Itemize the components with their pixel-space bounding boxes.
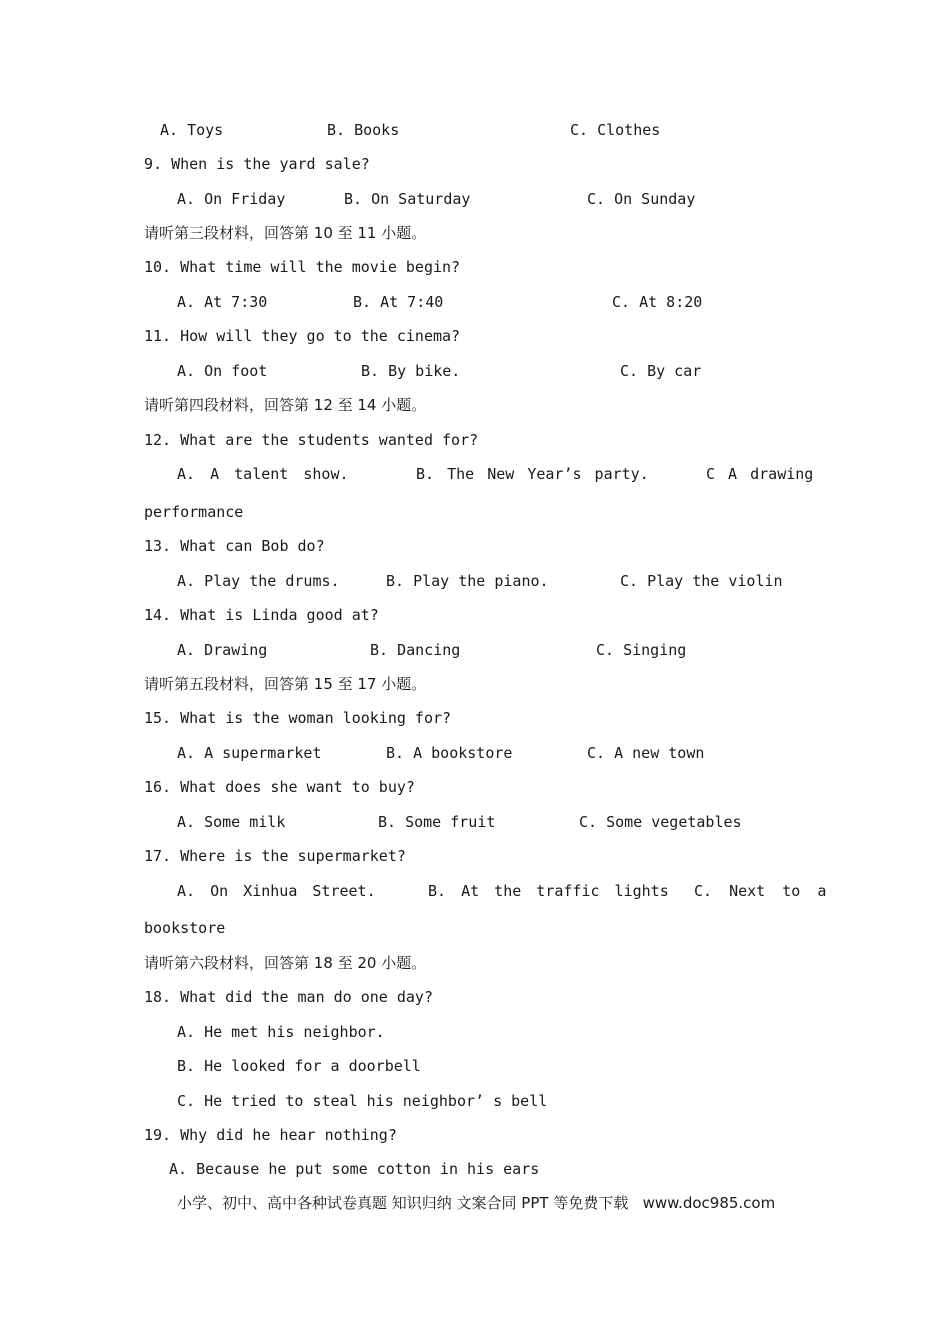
q12-option-c: C A drawing	[706, 465, 814, 483]
q15-option-b: B. A bookstore	[386, 744, 513, 762]
q8-option-a: A. Toys	[160, 121, 224, 139]
q11-option-c: C. By car	[620, 362, 702, 380]
q17-option-c-continuation: bookstore	[144, 919, 226, 937]
section-3-instruction: 请听第三段材料，回答第 10 至 11 小题。	[144, 224, 427, 242]
q18-option-a: A. He met his neighbor.	[177, 1023, 385, 1041]
q18-option-b: B. He looked for a doorbell	[177, 1057, 421, 1075]
q9-option-b: B. On Saturday	[344, 190, 471, 208]
q16-option-b: B. Some fruit	[378, 813, 496, 831]
q8-option-b: B. Books	[327, 121, 400, 139]
q10-question: 10. What time will the movie begin?	[144, 258, 461, 276]
q18-option-c: C. He tried to steal his neighbor’ s bell	[177, 1092, 548, 1110]
q13-option-b: B. Play the piano.	[386, 572, 549, 590]
q17-option-c: C. Next to a	[694, 882, 827, 900]
q13-option-a: A. Play the drums.	[177, 572, 340, 590]
q16-option-c: C. Some vegetables	[579, 813, 742, 831]
q10-option-b: B. At 7:40	[353, 293, 444, 311]
q10-option-c: C. At 8:20	[612, 293, 703, 311]
section-4-instruction: 请听第四段材料，回答第 12 至 14 小题。	[144, 396, 427, 414]
q14-question: 14. What is Linda good at?	[144, 606, 379, 624]
q11-option-a: A. On foot	[177, 362, 268, 380]
section-5-instruction: 请听第五段材料，回答第 15 至 17 小题。	[144, 675, 427, 693]
q17-question: 17. Where is the supermarket?	[144, 847, 406, 865]
q15-option-c: C. A new town	[587, 744, 705, 762]
q11-option-b: B. By bike.	[361, 362, 461, 380]
q19-option-a: A. Because he put some cotton in his ears	[169, 1160, 540, 1178]
q14-option-a: A. Drawing	[177, 641, 268, 659]
q9-option-c: C. On Sunday	[587, 190, 696, 208]
q8-option-c: C. Clothes	[570, 121, 661, 139]
q14-option-c: C. Singing	[596, 641, 687, 659]
q19-question: 19. Why did he hear nothing?	[144, 1126, 397, 1144]
q12-option-c-continuation: performance	[144, 503, 244, 521]
q12-option-a: A. A talent show.	[177, 465, 349, 483]
q15-option-a: A. A supermarket	[177, 744, 322, 762]
q18-question: 18. What did the man do one day?	[144, 988, 433, 1006]
section-6-instruction: 请听第六段材料，回答第 18 至 20 小题。	[144, 954, 427, 972]
q13-option-c: C. Play the violin	[620, 572, 783, 590]
q17-option-a: A. On Xinhua Street.	[177, 882, 376, 900]
q16-question: 16. What does she want to buy?	[144, 778, 415, 796]
q12-question: 12. What are the students wanted for?	[144, 431, 479, 449]
q12-option-b: B. The New Year’s party.	[416, 465, 649, 483]
q14-option-b: B. Dancing	[370, 641, 461, 659]
q17-option-b: B. At the traffic lights	[428, 882, 669, 900]
q9-question: 9. When is the yard sale?	[144, 155, 370, 173]
q11-question: 11. How will they go to the cinema?	[144, 327, 461, 345]
footer-watermark: 小学、初中、高中各种试卷真题 知识归纳 文案合同 PPT 等免费下载 www.doc985.com	[177, 1194, 776, 1212]
q9-option-a: A. On Friday	[177, 190, 286, 208]
q13-question: 13. What can Bob do?	[144, 537, 325, 555]
q15-question: 15. What is the woman looking for?	[144, 709, 452, 727]
q10-option-a: A. At 7:30	[177, 293, 268, 311]
q16-option-a: A. Some milk	[177, 813, 286, 831]
